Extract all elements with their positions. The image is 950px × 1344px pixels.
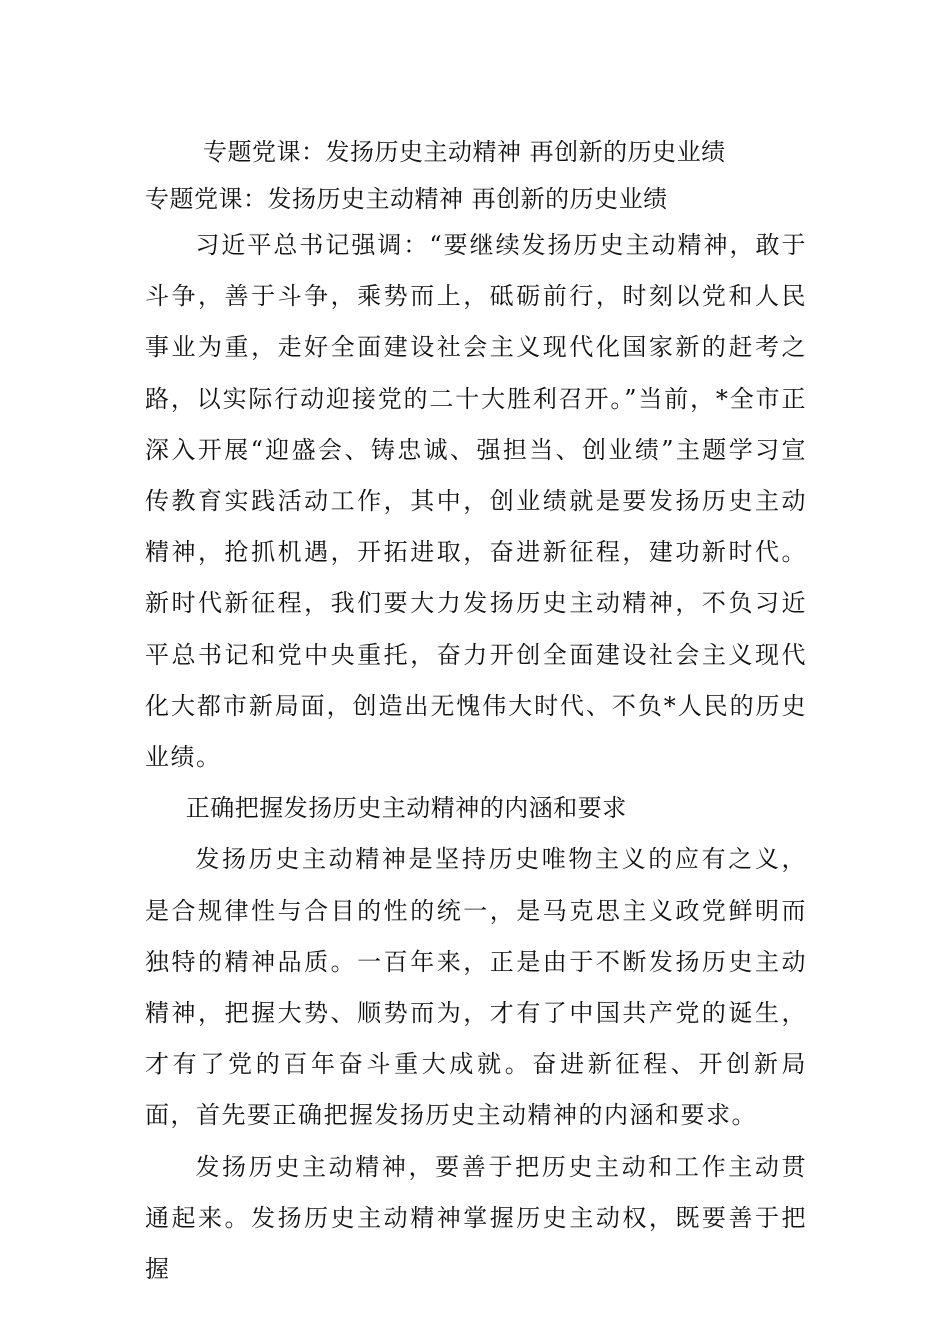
section-heading: 正确把握发扬历史主动精神的内涵和要求 xyxy=(185,794,627,823)
body-paragraph-initiative: 发扬历史主动精神，要善于把历史主动和工作主动贯通起来。发扬历史主动精神掌握历史主动权，既要善于把握 xyxy=(145,1152,807,1284)
body-paragraph-intro: 习近平总书记强调：“要继续发扬历史主动精神，敢于斗争，善于斗争，乘势而上，砥砺前行，时刻以党和人民事业为重，走好全面建设社会主义现代化国家新的赶考之路，以实际行动迎接党的二十大胜利召开。”当前，*全市正深入开展“迎盛会、铸忠诚、强担当、创业绩”主题学习宣传教育实践活动工作，其中，创业绩就是要发扬历史主动精神，抢抓机遇，开拓进取，奋进新征程，建功新时代。新时代新征程，我们要大力发扬历史主动精神，不负习近平总书记和党中央重托，奋力开创全面建设社会主义现代化大都市新局面，创造出无愧伟大时代、不负*人民的历史业绩。 xyxy=(145,231,807,772)
document-title: 专题党课：发扬历史主动精神 再创新的历史业绩 xyxy=(203,138,726,166)
body-paragraph-connotation: 发扬历史主动精神是坚持历史唯物主义的应有之义，是合规律性与合目的性的统一，是马克思主义政党鲜明而独特的精神品质。一百年来，正是由于不断发扬历史主动精神，把握大势、顺势而为，才有了中国共产党的诞生，才有了党的百年奋斗重大成就。奋进新征程、开创新局面，首先要正确把握发扬历史主动精神的内涵和要求。 xyxy=(145,845,807,1130)
document-subtitle: 专题党课：发扬历史主动精神 再创新的历史业绩 xyxy=(145,185,668,213)
document-body xyxy=(145,220,807,1295)
